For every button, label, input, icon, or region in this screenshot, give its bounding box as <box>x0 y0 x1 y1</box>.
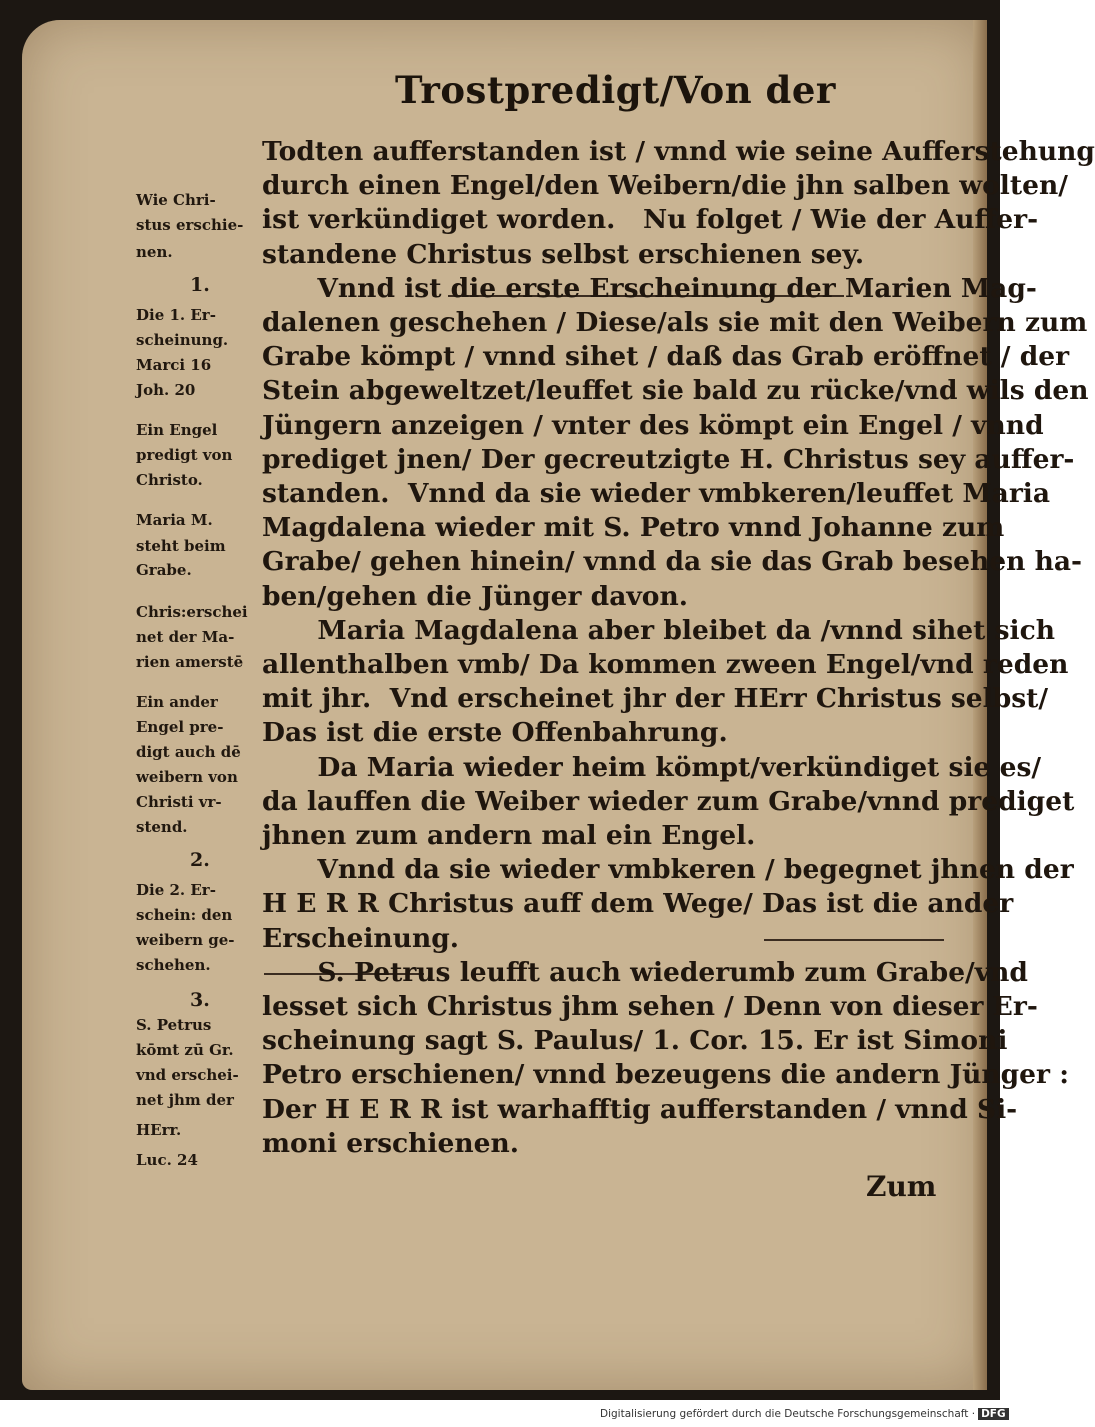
text-line: Grabe kömpt / vnnd sihet / daß das Grab eröffnet / der <box>262 341 1070 373</box>
margin-note-line: rien amerstē <box>136 653 244 671</box>
catchword: Zum <box>866 1170 937 1203</box>
margin-note-line: Die 2. Er- <box>136 881 216 899</box>
margin-note-line: schehen. <box>136 956 211 974</box>
text-line: prediget jnen/ Der gecreutzigte H. Christus sey auffer- <box>262 443 1075 475</box>
margin-note-line: predigt von <box>136 446 233 464</box>
text-line: jhnen zum andern mal ein Engel. <box>262 820 756 851</box>
margin-note-line: nen. <box>136 243 173 261</box>
margin-note-line: Marci 16 <box>136 356 212 374</box>
text-line: ben/gehen die Jünger davon. <box>262 580 688 612</box>
margin-note-line: vnd erschei- <box>136 1066 239 1084</box>
margin-note-line: schein: den <box>136 906 233 924</box>
margin-note-line: 2. <box>190 849 210 871</box>
margin-note-line: steht beim <box>136 537 226 555</box>
margin-note-line: Joh. 20 <box>136 381 196 399</box>
margin-note-line: net jhm der <box>136 1091 234 1109</box>
text-line: Todten aufferstanden ist / vnnd wie seine Aufferstehung <box>262 136 1095 167</box>
margin-note-line: stend. <box>136 818 188 836</box>
text-line: lesset sich Christus jhm sehen / Denn von dieser Er- <box>262 991 1038 1022</box>
text-line: standen. Vnnd da sie wieder vmbkeren/leuffet Maria <box>262 478 1051 509</box>
margin-note-line: weibern ge- <box>136 931 235 949</box>
text-line: moni erschienen. <box>262 1127 519 1159</box>
margin-note-line: kōmt zū Gr. <box>136 1041 234 1059</box>
margin-note-line: Ein Engel <box>136 421 218 439</box>
margin-note-line: Engel pre- <box>136 718 224 736</box>
underline-mark <box>764 939 944 941</box>
footer-text: Digitalisierung gefördert durch die Deutsche Forschungsgemeinschaft · <box>600 1408 976 1420</box>
text-line: durch einen Engel/den Weibern/die jhn salben wolten/ <box>262 170 1068 202</box>
text-line: H E R R Christus auff dem Wege/ Das ist die ander <box>262 888 1014 920</box>
running-head: Trostpredigt/Von der <box>395 68 836 112</box>
text-line: Vnnd da sie wieder vmbkeren / begegnet jhnen der <box>262 854 1074 886</box>
text-line: Magdalena wieder mit S. Petro vnnd Johanne zum <box>262 512 1005 544</box>
margin-note-line: Grabe. <box>136 561 192 579</box>
margin-note-line: Chris:erschei <box>136 603 248 621</box>
text-line: S. Petrus leufft auch wiederumb zum Grabe/vnd <box>262 956 1028 988</box>
text-line: Da Maria wieder heim kömpt/verkündiget sie es/ <box>262 751 1042 783</box>
margin-note-line: Christo. <box>136 471 203 489</box>
margin-note-line: Wie Chri- <box>136 191 216 209</box>
margin-note-line: weibern von <box>136 768 238 786</box>
margin-note-line: scheinung. <box>136 331 229 349</box>
margin-note-line: 3. <box>190 989 210 1011</box>
margin-note-line: Christi vr- <box>136 793 222 811</box>
text-line: dalenen geschehen / Diese/als sie mit den Weibern zum <box>262 307 1088 338</box>
dfg-logo: DFG <box>978 1408 1009 1420</box>
text-line: scheinung sagt S. Paulus/ 1. Cor. 15. Er ist Simoni <box>262 1025 1008 1057</box>
margin-note-line: Die 1. Er- <box>136 306 216 324</box>
margin-note-line: Luc. 24 <box>136 1151 198 1169</box>
text-line: Grabe/ gehen hinein/ vnnd da sie das Grab besehen ha- <box>262 546 1083 578</box>
margin-note-line: HErr. <box>136 1121 182 1139</box>
text-line: Erscheinung. <box>262 922 459 954</box>
margin-note-line: Maria M. <box>136 511 213 529</box>
text-line: Das ist die erste Offenbahrung. <box>262 717 728 749</box>
text-line: Petro erschienen/ vnnd bezeugens die andern Jünger : <box>262 1059 1069 1091</box>
margin-note-line: S. Petrus <box>136 1016 212 1034</box>
text-line: Jüngern anzeigen / vnter des kömpt ein Engel / vnnd <box>262 409 1044 441</box>
margin-note-line: Ein ander <box>136 693 218 711</box>
margin-note-line: 1. <box>190 274 210 296</box>
margin-note-line: stus erschie- <box>136 216 244 234</box>
margin-note-line: digt auch dē <box>136 743 241 761</box>
text-line: da lauffen die Weiber wieder zum Grabe/vnnd prediget <box>262 785 1075 817</box>
digitization-footer <box>600 1408 1009 1420</box>
text-line: Der H E R R ist warhafftig aufferstanden / vnnd Si- <box>262 1093 1018 1125</box>
text-line: ist verkündiget worden. Nu folget / Wie der Auffer- <box>262 204 1039 236</box>
text-line: Stein abgeweltzet/leuffet sie bald zu rücke/vnd wils den <box>262 375 1089 407</box>
text-line: allenthalben vmb/ Da kommen zween Engel/vnd reden <box>262 649 1069 680</box>
text-line: mit jhr. Vnd erscheinet jhr der HErr Christus selbst/ <box>262 683 1049 715</box>
text-line: Maria Magdalena aber bleibet da /vnnd sihet sich <box>262 614 1055 646</box>
text-line: Vnnd ist die erste Erscheinung der Marien Mag- <box>262 272 1037 304</box>
text-line: standene Christus selbst erschienen sey. <box>262 238 865 270</box>
margin-note-line: net der Ma- <box>136 628 235 646</box>
